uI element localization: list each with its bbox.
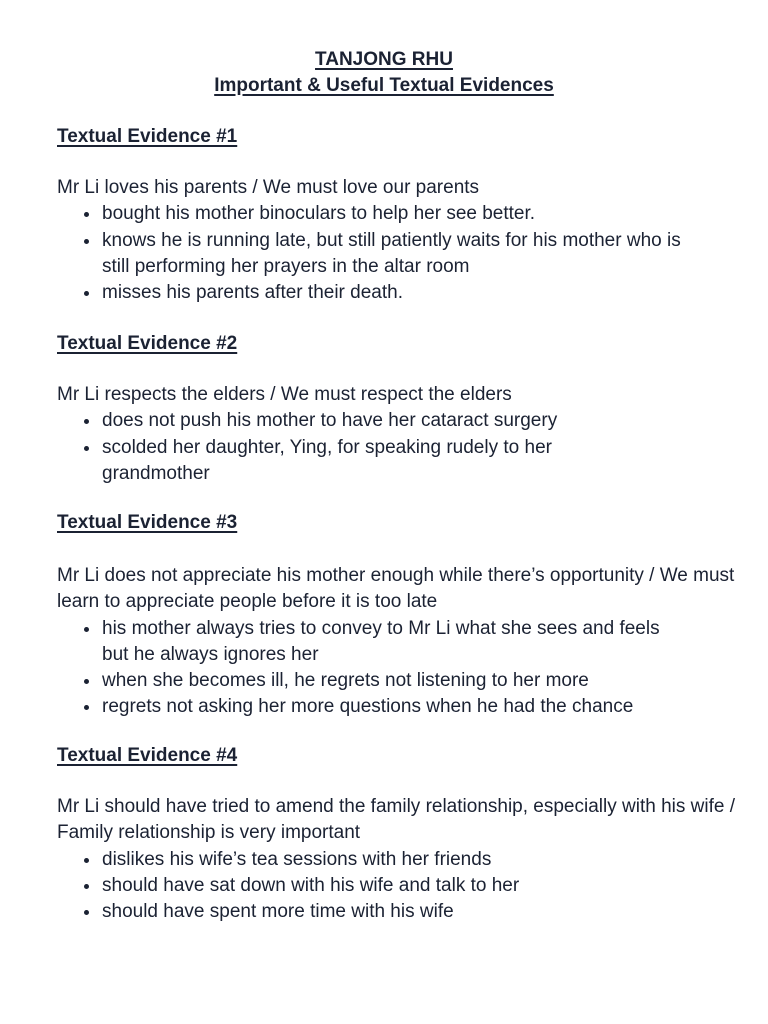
document-subtitle — [0, 73, 768, 99]
section-1-heading: Textual Evidence #1 — [57, 126, 238, 147]
list-item: does not push his mother to have her cataract surgery — [57, 408, 747, 434]
list-item: scolded her daughter, Ying, for speaking rudely to her grandmother — [57, 435, 747, 488]
section-1-bullets — [57, 201, 747, 306]
list-item: regrets not asking her more questions when he had the chance — [57, 694, 747, 720]
list-item: misses his parents after their death. — [57, 280, 747, 306]
list-item: his mother always tries to convey to Mr Li what she sees and feels but he always ignores her — [57, 616, 747, 669]
section-2-heading: Textual Evidence #2 — [57, 333, 238, 354]
section-1-body — [57, 175, 747, 306]
section-4-statement: Mr Li should have tried to amend the family relationship, especially with his wife / Family relationship is very important — [57, 796, 735, 844]
list-item: when she becomes ill, he regrets not listening to her more — [57, 668, 747, 694]
section-2-body — [57, 382, 747, 487]
document-title — [0, 47, 768, 73]
list-item: should have sat down with his wife and talk to her — [57, 873, 747, 899]
title-text: TANJONG RHU — [315, 49, 453, 70]
section-4-bullets — [57, 847, 747, 926]
section-2-bullets — [57, 408, 747, 487]
section-3-statement: Mr Li does not appreciate his mother enough while there’s opportunity / We must learn to appreciate people before it is too late — [57, 565, 735, 613]
section-4-body — [57, 794, 747, 925]
section-4-heading: Textual Evidence #4 — [57, 745, 238, 766]
section-3-body — [57, 563, 747, 721]
section-1-statement: Mr Li loves his parents / We must love our parents — [57, 177, 480, 198]
list-item: should have spent more time with his wife — [57, 899, 747, 925]
list-item: knows he is running late, but still patiently waits for his mother who is still performing her prayers in the altar room — [57, 228, 747, 281]
section-3-heading: Textual Evidence #3 — [57, 512, 238, 533]
section-3-bullets — [57, 616, 747, 721]
section-2-statement: Mr Li respects the elders / We must respect the elders — [57, 384, 512, 405]
list-item: dislikes his wife’s tea sessions with her friends — [57, 847, 747, 873]
subtitle-text: Important & Useful Textual Evidences — [214, 75, 554, 96]
list-item: bought his mother binoculars to help her see better. — [57, 201, 747, 227]
